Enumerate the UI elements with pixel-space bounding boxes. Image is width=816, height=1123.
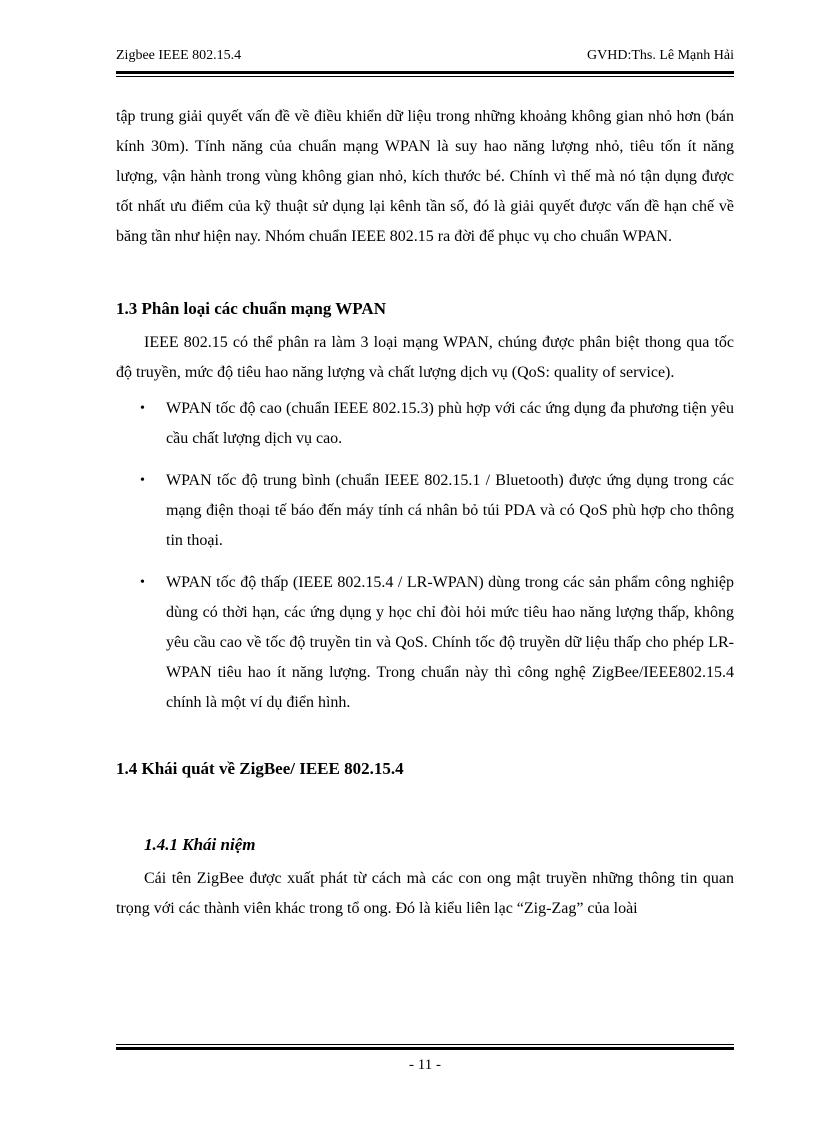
bullet-icon: • — [140, 473, 145, 488]
list-item — [116, 568, 734, 718]
header-rule-thick — [116, 71, 734, 74]
page-body — [116, 102, 734, 924]
header-supervisor: GVHD:Ths. Lê Mạnh Hải — [587, 48, 734, 63]
footer-rule-thin — [116, 1044, 734, 1045]
section-1-3-paragraph: IEEE 802.15 có thể phân ra làm 3 loại mạng WPAN, chúng được phân biệt thong qua tốc độ truyền, mức độ tiêu hao năng lượng và chất lượng dịch vụ (QoS: quality of service). — [116, 334, 734, 381]
footer-rule-thick — [116, 1047, 734, 1050]
list-item-text: WPAN tốc độ trung bình (chuẩn IEEE 802.15.1 / Bluetooth) được ứng dụng trong các mạng điện thoại tế báo đến máy tính cá nhân bỏ túi PDA và có QoS phù hợp cho thông tin thoại. — [166, 472, 734, 549]
section-1-3-heading: 1.3 Phân loại các chuẩn mạng WPAN — [116, 299, 386, 318]
section-1-4-1-heading: 1.4.1 Khái niệm — [144, 835, 256, 854]
bullet-icon: • — [140, 575, 145, 590]
page-header — [116, 46, 734, 68]
wpan-types-list — [116, 394, 734, 718]
bullet-icon: • — [140, 401, 145, 416]
section-1-4-1-paragraph: Cái tên ZigBee được xuất phát từ cách mà các con ong mật truyền những thông tin quan trọng với các thành viên khác trong tổ ong. Đó là kiểu liên lạc “Zig-Zag” của loài — [116, 870, 734, 917]
intro-paragraph: tập trung giải quyết vấn đề về điều khiển dữ liệu trong những khoảng không gian nhỏ hơn (bán kính 30m). Tính năng của chuẩn mạng WPAN là suy hao năng lượng nhỏ, tiêu tốn ít năng lượng, vận hành trong vùng không gian nhỏ, kích thước bé. Chính vì thế mà nó tận dụng được tốt nhất ưu điểm của kỹ thuật sử dụng lại kênh tần số, đó là giải quyết được vấn đề hạn chế về băng tần như hiện nay. Nhóm chuẩn IEEE 802.15 ra đời để phục vụ cho chuẩn WPAN. — [116, 108, 734, 245]
list-item-text: WPAN tốc độ cao (chuẩn IEEE 802.15.3) phù hợp với các ứng dụng đa phương tiện yêu cầu chất lượng dịch vụ cao. — [166, 400, 734, 447]
page-number: - 11 - — [409, 1057, 441, 1073]
header-rule-thin — [116, 76, 734, 77]
section-1-4-heading: 1.4 Khái quát về ZigBee/ IEEE 802.15.4 — [116, 759, 404, 778]
header-document-title: Zigbee IEEE 802.15.4 — [116, 48, 242, 63]
list-item — [116, 394, 734, 454]
list-item — [116, 466, 734, 556]
list-item-text: WPAN tốc độ thấp (IEEE 802.15.4 / LR-WPAN) dùng trong các sản phẩm công nghiệp dùng có thời hạn, các ứng dụng y học chỉ đòi hỏi mức tiêu hao năng lượng thấp, không yêu cầu cao về tốc độ truyền tin và QoS. Chính tốc độ truyền dữ liệu thấp cho phép LR-WPAN tiêu hao ít năng lượng. Trong chuẩn này thì công nghệ ZigBee/IEEE802.15.4 chính là một ví dụ điển hình. — [166, 574, 734, 711]
